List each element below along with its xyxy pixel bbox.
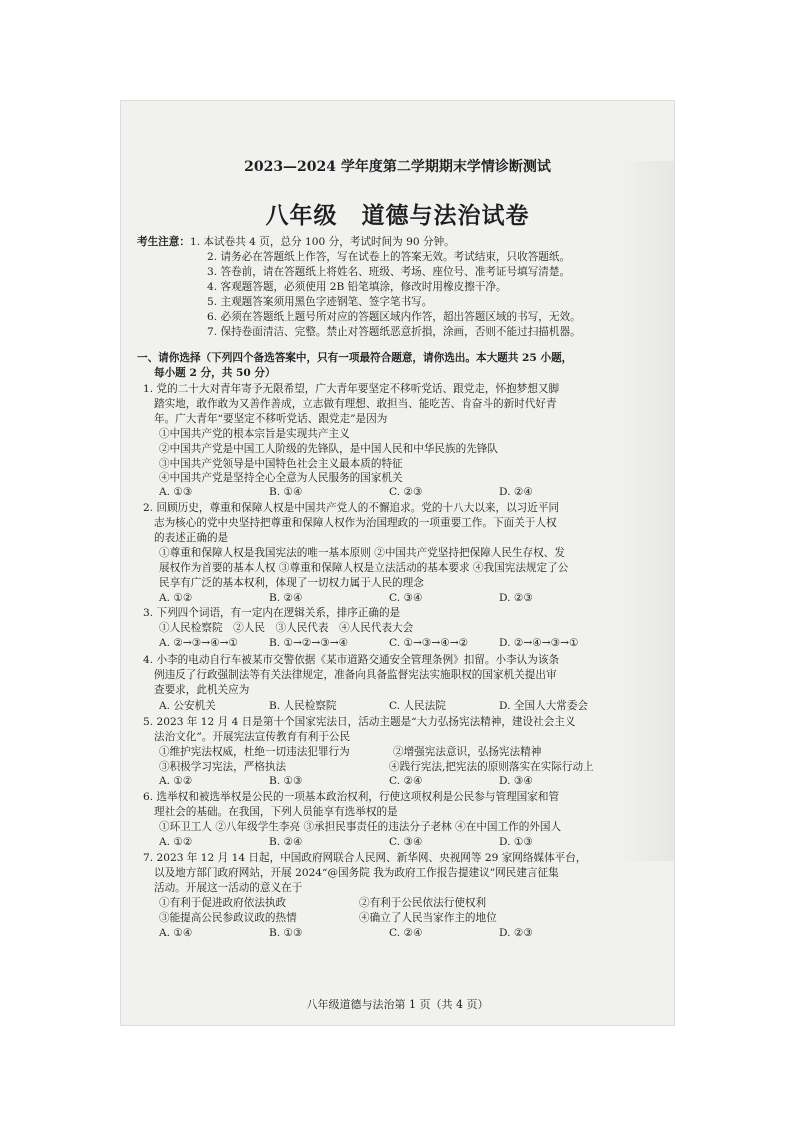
exam-title: 2023—2024 学年度第二学期期末学情诊断测试 (244, 159, 551, 175)
option-a: A. ①② (159, 592, 193, 604)
q6-stmt: ①环卫工人 ②八年级学生李亮 ③承担民事责任的违法分子老林 ④在中国工作的外国人 (159, 821, 562, 833)
q1-stmt-3: ③中国共产党领导是中国特色社会主义最本质的特征 (159, 458, 403, 470)
option-d: D. ③④ (499, 775, 533, 787)
section-heading: 一、请你选择（下列四个备选答案中，只有一项最符合题意，请你选出。本大题共 25 小题， (137, 352, 573, 364)
q1-options (159, 485, 662, 499)
notice-item-1: 考生注意：1. 本试卷共 4 页，总分 100 分，考试时间为 90 分钟。 (137, 236, 455, 248)
option-b: B. 人民检察院 (269, 700, 337, 712)
q1-stmt-1: ①中国共产党的根本宗旨是实现共产主义 (159, 428, 350, 440)
q3-options (159, 636, 662, 650)
option-b: B. ①③ (269, 775, 303, 787)
question-5: 5. 2023 年 12 月 4 日是第十个国家宪法日，活动主题是“大力弘扬宪法精神，建设社会主义 (143, 716, 576, 728)
option-d: D. ②③ (499, 592, 533, 604)
option-b: B. ①③ (269, 927, 303, 939)
option-d: D. ②④ (499, 486, 533, 498)
page-footer: 八年级道德与法治第 1 页（共 4 页） (306, 998, 489, 1011)
option-a: A. ①② (159, 836, 193, 848)
q7-stmt-3: ③能提高公民参政议政的热情 (159, 912, 297, 924)
q7-stmt-1: ①有利于促进政府依法执政 (159, 897, 287, 909)
question-2: 2. 回顾历史，尊重和保障人权是中国共产党人的不懈追求。党的十八大以来，以习近平同 (143, 502, 560, 514)
option-a: A. 公安机关 (159, 700, 216, 712)
q5-stmt-3: ③积极学习宪法，严格执法 (159, 761, 287, 773)
question-7: 7. 2023 年 12 月 14 日起，中国政府网联合人民网、新华网、央视网等 29 家网络媒体平台， (143, 852, 587, 864)
notice-item-4: 4. 客观题答题，必须使用 2B 铅笔填涂，修改时用橡皮擦干净。 (207, 281, 507, 293)
option-c: C. ②③ (389, 486, 423, 498)
option-a: A. ①② (159, 775, 193, 787)
notice-item-5: 5. 主观题答案须用黑色字迹钢笔、签字笔书写。 (207, 296, 433, 308)
question-4: 4. 小李的电动自行车被某市交警依据《某市道路交通安全管理条例》扣留。小李认为该条 (143, 654, 560, 666)
notice-item-6: 6. 必须在答题纸上题号所对应的答题区域内作答，超出答题区域的书写，无效。 (207, 311, 581, 323)
question-6: 6. 选举权和被选举权是公民的一项基本政治权利，行使这项权利是公民参与管理国家和管 (143, 791, 560, 803)
q5-stmt-2: ②增强宪法意识，弘扬宪法精神 (393, 746, 542, 758)
q5-stmt-1: ①维护宪法权威，杜绝一切违法犯罪行为 (159, 746, 350, 758)
q4-options (159, 699, 662, 713)
notice-item-3: 3. 答卷前，请在答题纸上将姓名、班级、考场、座位号、准考证号填写清楚。 (207, 266, 571, 278)
option-d: D. ①③ (499, 836, 533, 848)
section-heading-2: 每小题 2 分，共 50 分） (154, 367, 276, 379)
q2-options (159, 591, 662, 605)
q7-options (159, 926, 662, 940)
notice-item-2: 2. 请务必在答题纸上作答，写在试卷上的答案无效。考试结束，只收答题纸。 (207, 251, 571, 263)
q1-stmt-2: ②中国共产党是中国工人阶级的先锋队，是中国人民和中华民族的先锋队 (159, 443, 498, 455)
q3-stmt: ①人民检察院 ②人民 ③人民代表 ④人民代表大会 (159, 622, 414, 634)
option-c: C. ②④ (389, 775, 423, 787)
option-b: B. ②④ (269, 836, 303, 848)
q7-stmt-2: ②有利于公民依法行使权利 (359, 897, 487, 909)
question-1: 1. 党的二十大对青年寄予无限希望，广大青年要坚定不移听党话、跟党走，怀抱梦想又脚 (143, 383, 560, 395)
option-a: A. ①③ (159, 486, 193, 498)
q7-stmt-4: ④确立了人民当家作主的地位 (359, 912, 497, 924)
option-c: C. ①→③→④→② (389, 637, 469, 649)
option-c: C. 人民法院 (389, 700, 446, 712)
question-3: 3. 下列四个词语，有一定内在逻辑关系，排序正确的是 (143, 607, 401, 619)
q5-stmt-4: ④践行宪法,把宪法的原则落实在实际行动上 (389, 761, 594, 773)
option-d: D. ②→④→③→① (499, 637, 579, 649)
exam-paper: 2023—2024 学年度第二学期期末学情诊断测试 八年级 道德与法治试卷 考生注意：1. 本试卷共 4 页，总分 100 分，考试时间为 90 分钟。 2. 请务必在答题纸上作答，写在试卷上的答案无效。考试结束，只收答题纸。 3. 答卷前，请在答题纸上将姓名、班级、考场、座位号、准考证号填写清楚。 4. 客观题答题，必须使用 2B 铅笔填涂，修改时用橡皮擦干净。 5. 主观题答案须用黑色字迹钢笔、签字笔书写。 6. 必须在答题纸上题号所对应的答题区域内作答，超出答题区域的书写，无效。 7. 保持卷面清洁、完整。禁止对答题纸恶意折損，涂画，否则不能过扫描机器。 一、请你选择（下列四个备选答案中，只有一项最符合题意，请你选出。本大题共 25 小题， 每小题 2 分，共 50 分） 1. 党的二十大对青年寄予无限希望，广大青年要坚定不移听党话、跟党走，怀抱梦想又脚 踏实地，敢作敢为又善作善成，立志做有理想、敢担当、能吃苦、肯奋斗的新时代好青 年。广大青年“要坚定不移听党话、跟党走”是因为 ①中国共产党的根本宗旨是实现共产主义 ②中国共产党是中国工人阶级的先锋队，是中国人民和中华民族的先锋队 ③中国共产党领导是中国特色社会主义最本质的特征 ④中国共产党是坚持全心全意为人民服务的国家机关 A. ①③ B. ①④ C. ②③ D. ②④ 2. 回顾历史，尊重和保障人权是中国共产党人的不懈追求。党的十八大以来，以习近平同 志为核心的党中央坚持把尊重和保障人权作为治国理政的一项重要工作。下面关于人权 的表述正确的是 ①尊重和保障人权是我国宪法的唯一基本原则 ②中国共产党坚持把保障人民生存权、发 展权作为首要的基本人权 ③尊重和保障人权是立法活动的基本要求 ④我国宪法规定了公 民享有广泛的基本权利，体现了一切权力属于人民的理念 A. ①② B. ②④ C. ③④ D. ②③ 3. 下列四个词语，有一定内在逻辑关系，排序正确的是 ①人民检察院 ②人民 ③人民代表 ④人民代表大会 A. ②→③→④→① B. ①→②→③→④ C. ①→③→④→② D. ②→④→③→① 4. 小李的电动自行车被某市交警依据《某市道路交通安全管理条例》扣留。小李认为该条 例违反了行政强制法等有关法律规定，准备向具备监督宪法实施职权的国家机关提出审 查要求，此机关应为 A. 公安机关 B. 人民检察院 C. 人民法院 D. 全国人大常委会 5. 2023 年 12 月 4 日是第十个国家宪法日，活动主题是“大力弘扬宪法精神，建设社会主义 法治文化”。开展宪法宣传教育有利于公民 ①维护宪法权威，杜绝一切违法犯罪行为 ②增强宪法意识，弘扬宪法精神 ③积极学习宪法，严格执法 ④践行宪法,把宪法的原则落实在实际行动上 A. ①② B. ①③ C. ②④ D. ③④ 6. 选举权和被选举权是公民的一项基本政治权利，行使这项权利是公民参与管理国家和管 理社会的基础。在我国，下列人员能享有选举权的是 ①环卫工人 ②八年级学生李亮 ③承担民事责任的违法分子老林 ④在中国工作的外国人 A. ①② B. ②④ C. ③④ D. ①③ 7. 2023 年 12 月 14 日起，中国政府网联合人民网、新华网、央视网等 29 家网络媒体平台， 以及地方部门政府网站，开展 2024“@国务院 我为政府工作报告提建议”网民建言征集 活动。开展这一活动的意义在于 ①有利于促进政府依法执政 ②有利于公民依法行使权利 ③能提高公民参政议政的热情 ④确立了人民当家作主的地位 A. ①④ B. ①③ C. ②④ D. ②③ 八年级道德与法治第 1 页（共 4 页） (121, 101, 674, 1025)
option-d: D. ②③ (499, 927, 533, 939)
option-b: B. ②④ (269, 592, 303, 604)
option-b: B. ①④ (269, 486, 303, 498)
notice-item-7: 7. 保持卷面清洁、完整。禁止对答题纸恶意折損，涂画，否则不能过扫描机器。 (207, 326, 581, 338)
option-a: A. ①④ (159, 927, 193, 939)
option-c: C. ③④ (389, 836, 423, 848)
q6-options (159, 835, 662, 849)
q1-stmt-4: ④中国共产党是坚持全心全意为人民服务的国家机关 (159, 472, 403, 484)
option-b: B. ①→②→③→④ (269, 637, 349, 649)
q5-options (159, 774, 662, 788)
exam-subtitle (121, 197, 674, 230)
option-d: D. 全国人大常委会 (499, 700, 589, 712)
subject-label: 道德与法治试卷 (361, 202, 530, 229)
option-c: C. ②④ (389, 927, 423, 939)
notice-label: 考生注意： (137, 236, 190, 248)
q2-stmt: ①尊重和保障人权是我国宪法的唯一基本原则 ②中国共产党坚持把保障人民生存权、发 (159, 547, 565, 559)
option-a: A. ②→③→④→① (159, 637, 239, 649)
grade-label: 八年级 (265, 202, 338, 229)
option-c: C. ③④ (389, 592, 423, 604)
